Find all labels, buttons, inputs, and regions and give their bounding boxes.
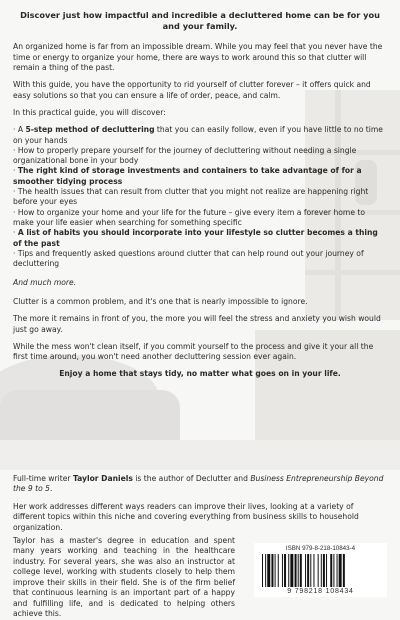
closing-tagline: Enjoy a home that stays tidy, no matter what goes on in your life. xyxy=(59,369,341,379)
author-bio-bottom xyxy=(13,536,235,620)
isbn-label: ISBN 979-8-218-10843-4 xyxy=(285,545,356,552)
author-paragraph: Her work addresses different ways readers can improve their lives, looking at a variety of different topics within this niche and covering everything from business skills to household organization. xyxy=(13,501,359,532)
isbn-digits: 9 798218 108434 xyxy=(287,588,354,595)
author-intro: Full-time writer Taylor Daniels is the author of Declutter and Business Entrepreneurship Beyond the 9 to 5. xyxy=(13,474,384,494)
list-item: · How to properly prepare yourself for the journey of decluttering without needing a single organizational bone in your body xyxy=(13,145,357,166)
list-item: · A 5-step method of decluttering that you can easily follow, even if you have little to no time on your hands xyxy=(13,125,383,145)
author-name: Taylor Daniels xyxy=(72,474,133,483)
benefits-list xyxy=(13,125,387,269)
barcode-bars xyxy=(262,554,379,587)
list-item: · Tips and frequently asked questions around clutter that can help round out your journey of decluttering xyxy=(13,248,364,269)
back-cover-upper-text xyxy=(13,8,387,387)
isbn-barcode xyxy=(254,543,387,597)
list-item: · How to organize your home and your life for the future – give every item a forever home to make your life easier when searching for something specific xyxy=(13,207,366,227)
body-paragraph: The more it remains in front of you, the more you will feel the stress and anxiety you wish would just go away. xyxy=(13,314,381,334)
list-item: · A list of habits you should incorporate into your lifestyle so clutter becomes a thing of the past xyxy=(13,228,378,248)
author-bio-top xyxy=(13,474,387,540)
body-paragraph: Clutter is a common problem, and it's one that is nearly impossible to ignore. xyxy=(13,296,308,306)
cover-headline: Discover just how impactful and incredible a decluttered home can be for you and your family. xyxy=(20,10,380,32)
intro-paragraph: An organized home is far from an impossible dream. While you may feel that you never have the time or energy to organize your home, there are ways to work around this so that clutter will remain a thing of the past. xyxy=(13,42,383,72)
intro-paragraph: In this practical guide, you will discover: xyxy=(13,107,166,117)
book-title: Business Entrepreneurship Beyond the 9 to 5 xyxy=(13,474,384,494)
and-more-text: And much more. xyxy=(13,277,77,287)
intro-paragraph: With this guide, you have the opportunity to rid yourself of clutter forever – it offers quick and easy solutions so that you can ensure a life of order, peace, and calm. xyxy=(13,80,371,100)
list-item: · The health issues that can result from clutter that you might not realize are happening right before your eyes xyxy=(13,187,369,207)
author-paragraph: Taylor has a master's degree in education and spent many years working and teaching in the healthcare industry. For several years, she was also an instructor at college level, working with students closely to help them improve their skills in their field. She is of the firm belief that continuous learning is an important part of a happy and fulfilling life, and is dedicated to helping others achieve this. xyxy=(13,536,235,619)
body-paragraph: While the mess won't clean itself, if you commit yourself to the process and give it your all the first time around, you won't need another decluttering session ever again. xyxy=(13,341,374,362)
list-item: · The right kind of storage investments and containers to take advantage of for a smoother tidying process xyxy=(13,166,362,186)
